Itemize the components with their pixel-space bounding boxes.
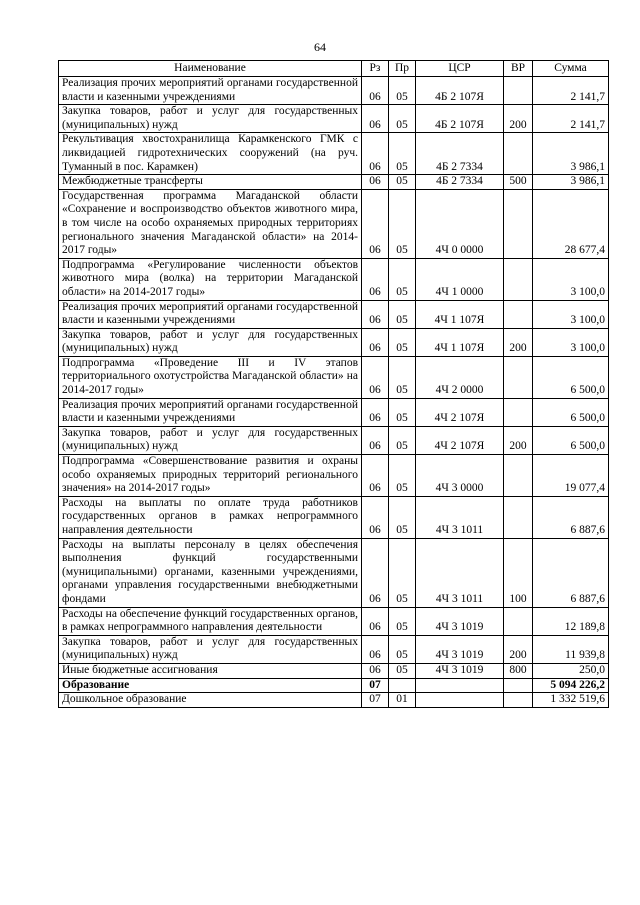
row-csr: 4Ч 1 0000 [416, 258, 504, 300]
row-rz: 06 [362, 356, 389, 398]
row-pr [389, 678, 416, 693]
row-csr [416, 678, 504, 693]
table-row [59, 607, 609, 635]
row-vr [504, 607, 533, 635]
row-csr: 4Ч 1 107Я [416, 328, 504, 356]
row-sum: 6 500,0 [533, 398, 609, 426]
table-row [59, 175, 609, 190]
row-pr: 05 [389, 175, 416, 190]
row-name: Реализация прочих мероприятий органами государственной власти и казенными учреждениями [59, 300, 362, 328]
row-name: Государственная программа Магаданской области «Сохранение и воспроизводство объектов животного мира, в том числе на особо охраняемых природных территориях регионального значения Магаданской области» на 2014-2017 годы» [59, 189, 362, 258]
row-pr: 05 [389, 538, 416, 607]
row-sum: 6 500,0 [533, 356, 609, 398]
table-row [59, 398, 609, 426]
row-rz: 06 [362, 635, 389, 663]
row-sum: 6 887,6 [533, 496, 609, 538]
row-pr: 05 [389, 398, 416, 426]
row-pr: 05 [389, 189, 416, 258]
row-name: Межбюджетные трансферты [59, 175, 362, 190]
row-pr: 05 [389, 607, 416, 635]
row-csr: 4Б 2 107Я [416, 105, 504, 133]
row-sum: 250,0 [533, 663, 609, 678]
row-sum: 11 939,8 [533, 635, 609, 663]
row-rz: 06 [362, 455, 389, 497]
row-rz: 07 [362, 693, 389, 708]
row-rz: 06 [362, 398, 389, 426]
row-rz: 06 [362, 133, 389, 175]
row-pr: 05 [389, 300, 416, 328]
row-vr: 200 [504, 426, 533, 454]
row-rz: 06 [362, 105, 389, 133]
row-vr [504, 496, 533, 538]
table-row [59, 328, 609, 356]
row-pr: 05 [389, 258, 416, 300]
table-row [59, 189, 609, 258]
row-pr: 05 [389, 496, 416, 538]
row-vr [504, 693, 533, 708]
row-vr [504, 300, 533, 328]
row-name: Закупка товаров, работ и услуг для государственных (муниципальных) нужд [59, 105, 362, 133]
row-name: Реализация прочих мероприятий органами государственной власти и казенными учреждениями [59, 77, 362, 105]
row-rz: 06 [362, 175, 389, 190]
row-name: Иные бюджетные ассигнования [59, 663, 362, 678]
table-row [59, 693, 609, 708]
row-name: Закупка товаров, работ и услуг для государственных (муниципальных) нужд [59, 426, 362, 454]
budget-table [58, 60, 609, 708]
header-csr: ЦСР [416, 61, 504, 77]
row-sum: 2 141,7 [533, 77, 609, 105]
row-csr: 4Ч 3 0000 [416, 455, 504, 497]
table-row [59, 258, 609, 300]
header-name: Наименование [59, 61, 362, 77]
header-rz: Рз [362, 61, 389, 77]
row-vr: 200 [504, 328, 533, 356]
row-csr: 4Ч 3 1011 [416, 538, 504, 607]
row-csr: 4Б 2 107Я [416, 77, 504, 105]
row-vr [504, 189, 533, 258]
row-sum: 3 986,1 [533, 133, 609, 175]
row-csr: 4Ч 2 0000 [416, 356, 504, 398]
row-sum: 3 986,1 [533, 175, 609, 190]
table-header-row [59, 61, 609, 77]
row-csr: 4Ч 3 1019 [416, 607, 504, 635]
row-pr: 05 [389, 77, 416, 105]
row-vr [504, 133, 533, 175]
header-sum: Сумма [533, 61, 609, 77]
row-sum: 19 077,4 [533, 455, 609, 497]
row-sum: 3 100,0 [533, 300, 609, 328]
row-sum: 6 887,6 [533, 538, 609, 607]
row-name: Рекультивация хвостохранилища Карамкенского ГМК с ликвидацией гидротехнических сооружений (на руч. Туманный в пос. Карамкен) [59, 133, 362, 175]
table-row [59, 635, 609, 663]
row-vr [504, 356, 533, 398]
row-name: Дошкольное образование [59, 693, 362, 708]
row-csr: 4Б 2 7334 [416, 133, 504, 175]
table-row [59, 300, 609, 328]
row-vr [504, 398, 533, 426]
row-name: Подпрограмма «Совершенствование развития и охраны особо охраняемых природных территорий регионального значения» на 2014-2017 годы» [59, 455, 362, 497]
table-row [59, 496, 609, 538]
row-rz: 06 [362, 328, 389, 356]
header-pr: Пр [389, 61, 416, 77]
row-rz: 06 [362, 189, 389, 258]
table-row [59, 105, 609, 133]
row-rz: 06 [362, 538, 389, 607]
row-pr: 05 [389, 133, 416, 175]
row-vr: 100 [504, 538, 533, 607]
table-row [59, 455, 609, 497]
table-row [59, 678, 609, 693]
row-pr: 05 [389, 328, 416, 356]
row-sum: 3 100,0 [533, 258, 609, 300]
header-vr: ВР [504, 61, 533, 77]
table-row [59, 538, 609, 607]
row-vr: 200 [504, 105, 533, 133]
row-csr: 4Ч 0 0000 [416, 189, 504, 258]
table-row [59, 77, 609, 105]
table-row [59, 356, 609, 398]
table-row [59, 663, 609, 678]
row-name: Реализация прочих мероприятий органами государственной власти и казенными учреждениями [59, 398, 362, 426]
row-vr [504, 77, 533, 105]
row-name: Подпрограмма «Проведение III и IV этапов территориального охотустройства Магаданской области» на 2014-2017 годы» [59, 356, 362, 398]
row-rz: 06 [362, 663, 389, 678]
row-name: Подпрограмма «Регулирование численности объектов животного мира (волка) на территории Магаданской области» на 2014-2017 годы» [59, 258, 362, 300]
row-pr: 05 [389, 455, 416, 497]
row-rz: 06 [362, 426, 389, 454]
row-csr: 4Ч 1 107Я [416, 300, 504, 328]
table-body [59, 77, 609, 708]
row-name: Расходы на выплаты персоналу в целях обеспечения выполнения функций государственными (муниципальными) органами, казенными учреждениями, органами управления государственными внебюджетными фондами [59, 538, 362, 607]
row-sum: 5 094 226,2 [533, 678, 609, 693]
row-vr [504, 455, 533, 497]
row-pr: 05 [389, 663, 416, 678]
row-name: Расходы на выплаты по оплате труда работников государственных органов в рамках непрограммного направления деятельности [59, 496, 362, 538]
table-row [59, 426, 609, 454]
row-rz: 06 [362, 607, 389, 635]
row-csr: 4Б 2 7334 [416, 175, 504, 190]
row-pr: 05 [389, 105, 416, 133]
row-csr: 4Ч 2 107Я [416, 426, 504, 454]
row-csr [416, 693, 504, 708]
row-pr: 05 [389, 356, 416, 398]
row-csr: 4Ч 2 107Я [416, 398, 504, 426]
row-name: Закупка товаров, работ и услуг для государственных (муниципальных) нужд [59, 635, 362, 663]
row-vr: 500 [504, 175, 533, 190]
row-rz: 06 [362, 300, 389, 328]
row-pr: 05 [389, 426, 416, 454]
row-sum: 3 100,0 [533, 328, 609, 356]
row-vr [504, 258, 533, 300]
row-sum: 12 189,8 [533, 607, 609, 635]
table-row [59, 133, 609, 175]
row-sum: 2 141,7 [533, 105, 609, 133]
row-rz: 06 [362, 496, 389, 538]
row-pr: 05 [389, 635, 416, 663]
row-sum: 6 500,0 [533, 426, 609, 454]
row-vr: 200 [504, 635, 533, 663]
row-rz: 07 [362, 678, 389, 693]
row-sum: 28 677,4 [533, 189, 609, 258]
row-name: Закупка товаров, работ и услуг для государственных (муниципальных) нужд [59, 328, 362, 356]
row-rz: 06 [362, 77, 389, 105]
row-name: Образование [59, 678, 362, 693]
page-number: 64 [314, 40, 326, 54]
row-pr: 01 [389, 693, 416, 708]
row-csr: 4Ч 3 1011 [416, 496, 504, 538]
row-csr: 4Ч 3 1019 [416, 663, 504, 678]
row-vr [504, 678, 533, 693]
row-sum: 1 332 519,6 [533, 693, 609, 708]
row-vr: 800 [504, 663, 533, 678]
row-csr: 4Ч 3 1019 [416, 635, 504, 663]
row-rz: 06 [362, 258, 389, 300]
row-name: Расходы на обеспечение функций государственных органов, в рамках непрограммного направления деятельности [59, 607, 362, 635]
